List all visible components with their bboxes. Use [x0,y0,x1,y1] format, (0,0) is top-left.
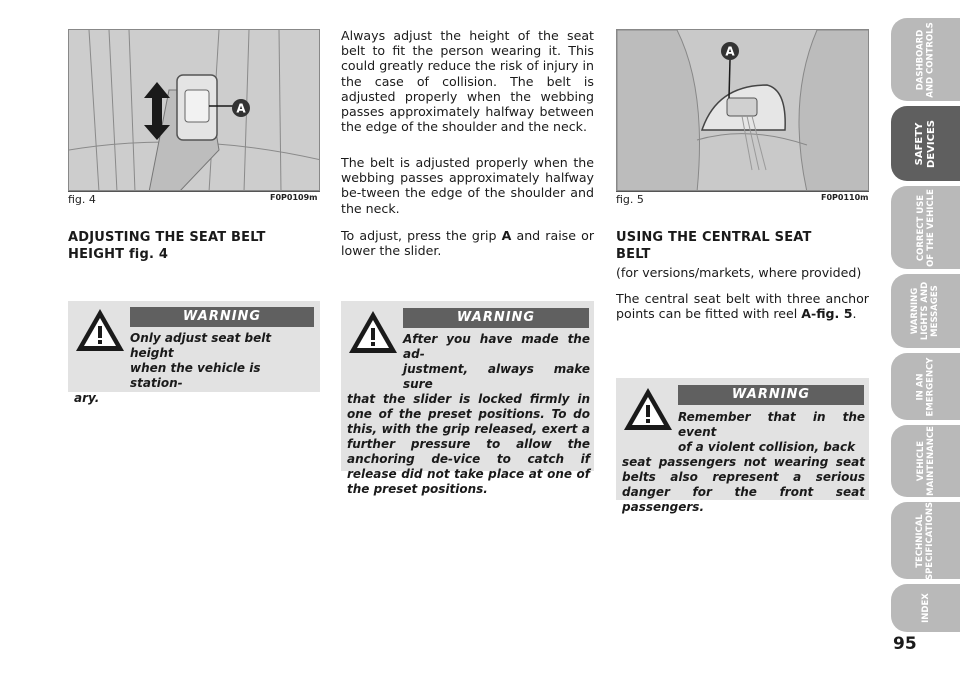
svg-text:A: A [236,101,246,116]
heading-line: HEIGHT fig. 4 [68,247,169,262]
tab-label: INDEX [920,593,931,623]
paragraph-3 [341,228,594,258]
tab-label: IN AN EMERGENCY [915,357,936,416]
heading-line: ADJUSTING THE SEAT BELT [68,230,266,245]
warning-label: WARNING [403,308,589,328]
tab-label: SAFETY DEVICES [913,119,937,168]
tab-vehicle-maintenance[interactable] [891,425,960,497]
grip-label: A [501,228,512,243]
warning-text [347,332,590,497]
fig4-caption-rule [68,191,320,192]
heading-line: USING THE CENTRAL SEAT [616,230,812,245]
tab-label: WARNING LIGHTS AND MESSAGES [910,281,941,341]
fig5-code: F0P0110m [821,193,869,202]
paragraph-text: . [852,306,857,322]
subtitle-markets: (for versions/markets, where provided) [616,265,862,280]
warning-line: when the vehicle is station- [130,361,261,390]
warning-text [622,410,865,515]
paragraph-1: Always adjust the height of the seat belt to fit the person wearing it. This could greatly reduce the risk of injury in the case of collision. The belt is adjusted properly when the webbing passes approximately halfway between the edge of the shoulder and the neck. [341,28,594,135]
warning-line: Remember that in the event [678,410,865,439]
section-heading-central-belt [616,229,869,263]
fig5-caption: fig. 5 [616,193,644,206]
fig5-caption-rule [616,191,869,192]
tab-warning-lights-and-messages[interactable] [891,274,960,348]
warning-line: seat passengers not wearing seat belts also represent a serious danger for the front seat passengers. [622,455,865,514]
page-number: 95 [893,634,917,654]
section-heading-adjusting [68,229,320,263]
figure-reference: A-fig. 5 [801,306,853,322]
tab-label: TECHNICAL SPECIFICATIONS [915,501,936,580]
tab-correct-use-of-the-vehicle[interactable] [891,186,960,269]
warning-label: WARNING [678,385,864,405]
figure-5-image [616,29,869,191]
tab-dashboard-and-controls[interactable] [891,18,960,101]
fig4-caption: fig. 4 [68,193,96,206]
tab-safety-devices[interactable] [891,106,960,181]
tab-label: CORRECT USE OF THE VEHICLE [915,188,936,267]
warning-line: After you have made the ad- [403,332,590,361]
tab-label: DASHBOARD AND CONTROLS [915,21,936,98]
tab-index[interactable] [891,584,960,632]
warning-box-left [68,301,320,405]
warning-line: ary. [74,391,100,405]
heading-line: BELT [616,247,651,262]
fig4-code: F0P0109m [270,193,318,202]
paragraph-text: and raise or lower the slider. [341,228,594,259]
paragraph-2: The belt is adjusted properly when the webbing passes approximately halfway be-tween the edge of the shoulder and the neck. [341,155,594,216]
tab-label: VEHICLE MAINTENANCE [915,426,936,496]
warning-line: justment, always make sure [403,362,590,391]
warning-line: Only adjust seat belt height [130,331,272,360]
paragraph-text: To adjust, press the grip [341,228,502,243]
warning-box-middle [341,301,594,496]
figure-4-image [68,29,320,191]
warning-line: that the slider is locked firmly in one of the preset positions. To do this, with the grip released, exert a further pressure to allow the anchoring de-vice to catch if release did not take place at one of the preset positions. [347,392,590,496]
svg-text:A: A [725,44,735,59]
warning-label: WARNING [130,307,314,327]
paragraph-text: The central seat belt with three anchor points can be fitted with reel [616,291,869,322]
warning-box-right [616,378,869,514]
warning-line: of a violent collision, back [678,440,856,454]
tab-in-an-emergency[interactable] [891,353,960,420]
warning-text [74,331,316,406]
tab-technical-specifications[interactable] [891,502,960,579]
paragraph-central-belt [616,291,869,321]
